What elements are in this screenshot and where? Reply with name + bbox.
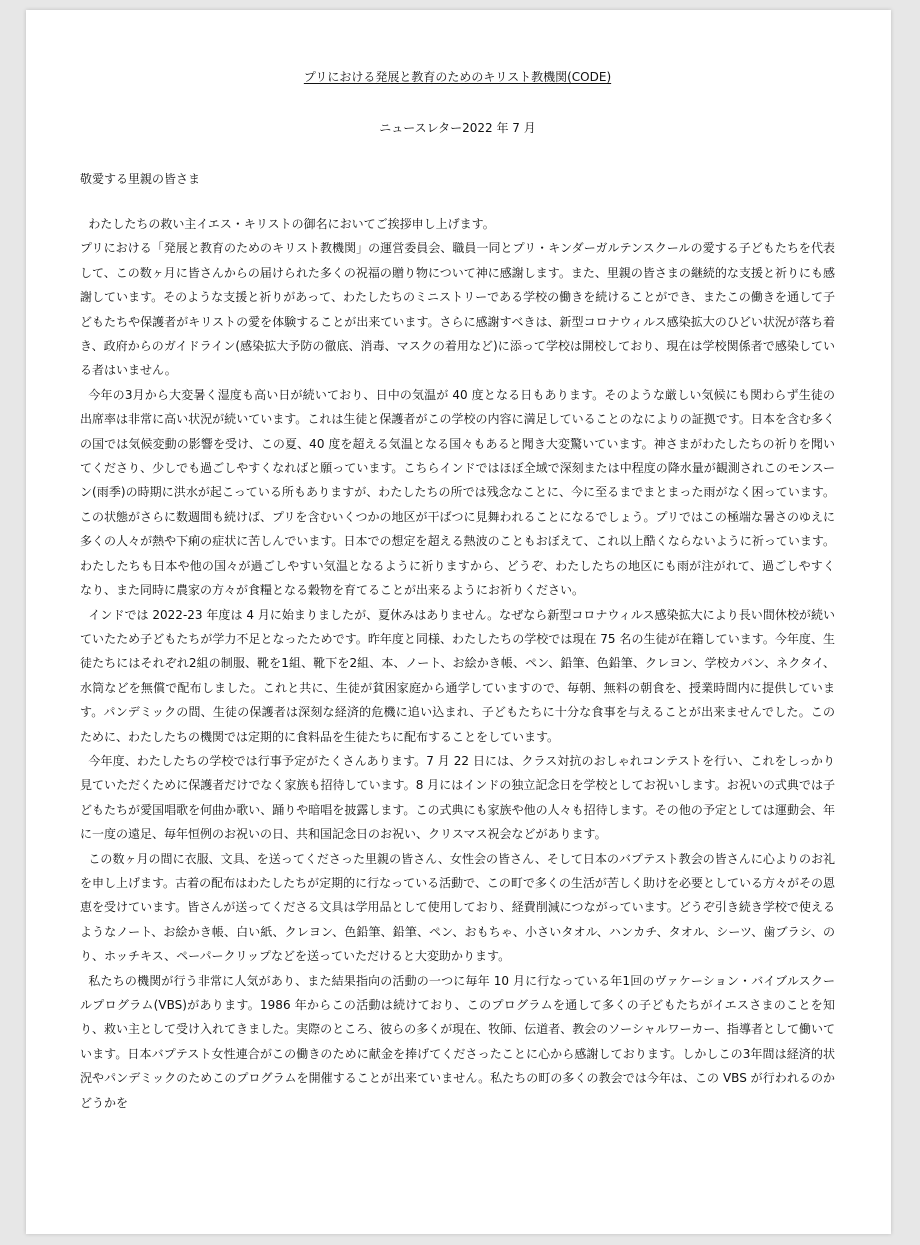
paragraph-events: 今年度、わたしたちの学校では行事予定がたくさんあります。7 月 22 日には、クラス対抗のおしゃれコンテストを行い、これをしっかり見ていただくために保護者だけでなく家族も招待しています。8 月にはインドの独立記念日を学校としてお祝いします。お祝いの式典では子どもたちが愛国唱歌を何曲か歌い、踊りや暗唱を披露します。この式典にも家族や他の人々も招待します。その他の予定としては運動会、年に一度の遠足、毎年恒例のお祝いの日、共和国記念日のお祝い、クリスマス祝会などがあります。 xyxy=(80,753,835,842)
newsletter-date: ニュースレター2022 年 7 月 xyxy=(379,121,536,135)
paragraph-greeting: わたしたちの救い主イエス・キリストの御名においてご挨拶申し上げます。 xyxy=(88,217,495,231)
paragraph-donations: この数ヶ月の間に衣服、文具、を送ってくださった里親の皆さん、女性会の皆さん、そして日本のバプテスト教会の皆さんに心よりのお礼を申し上げます。古着の配布はわたしたちが定期的に行なっている活動で、この町で多くの生活が苦しく助けを必要としている方々がその恩恵を受けています。皆さんが送ってくださる文具は学用品として使用しており、経費削減につながっています。どうぞ引き続き学校で使えるようなノート、お絵かき帳、白い紙、クレヨン、色鉛筆、鉛筆、ペン、おもちゃ、小さいタオル、ハンカチ、タオル、シーツ、歯ブラシ、のり、ホッチキス、ペーパークリップなどを送っていただけると大変助かります。 xyxy=(80,851,835,964)
paragraph-thanks: プリにおける「発展と教育のためのキリスト教機関」の運営委員会、職員一同とプリ・キンダーガルテンスクールの愛する子どもたちを代表して、この数ヶ月に皆さんからの届けられた多くの祝福の贈り物について神に感謝します。また、里親の皆さまの継続的な支援と祈りにも感謝しています。そのような支援と祈りがあって、わたしたちのミニストリーである学校の働きを続けることができ、またこの働きを通して子どもたちや保護者がキリストの愛を体験することが出来ています。さらに感謝すべきは、新型コロナウィルス感染拡大のひどい状況が落ち着き、政府からのガイドライン(感染拡大予防の徹底、消毒、マスクの着用など)に添って学校は開校しており、現在は学校関係者で感染している者はいません。 xyxy=(80,241,835,378)
salutation: 敬愛する里親の皆さま xyxy=(80,172,201,186)
paragraph-weather: 今年の3月から大変暑く湿度も高い日が続いており、日中の気温が 40 度となる日もあります。そのような厳しい気候にも関わらず生徒の出席率は非常に高い状況が続いています。これは生徒と保護者がこの学校の内容に満足していることのなによりの証拠です。日本を含む多くの国では気候変動の影響を受け、この夏、40 度を超える気温となる国々もあると聞き大変驚いています。神さまがわたしたちの祈りを聞いてくださり、少しでも過ごしやすくなればと願っています。こちらインドではほぼ全域で深刻または中程度の降水量が観測されこのモンスーン(雨季)の時期に洪水が起こっている所もありますが、わたしたちの所では残念なことに、今に至るまでまとまった雨がなく困っています。この状態がさらに数週間も続けば、プリを含むいくつかの地区が干ばつに見舞われることになるでしょう。プリではこの極端な暑さのゆえに多くの人々が熱や下痢の症状に苦しんでいます。日本での想定を超える熱波のこともおぼえて、これ以上酷くならないように祈っています。わたしたちも日本や他の国々が過ごしやすい気温となるように祈りますから、どうぞ、わたしたちの地区にも雨が注がれて、過ごしやすくなり、また同時に農家の方々が食糧となる穀物を育てることが出来るようにお祈りください。 xyxy=(80,387,835,598)
document-page xyxy=(26,10,891,1234)
paragraph-vbs: 私たちの機関が行う非常に人気があり、また結果指向の活動の一つに毎年 10 月に行なっている年1回のヴァケーション・バイブルスクールプログラム(VBS)があります。1986 年からこの活動は続けており、このプログラムを通して多くの子どもたちがイエスさまのことを知り、救い主として受け入れてきました。実際のところ、彼らの多くが現在、牧師、伝道者、教会のソーシャルワーカー、指導者として働いています。日本バプテスト女性連合がこの働きのために献金を捧げてくださったことに心から感謝しております。しかしこの3年間は経済的状況やパンデミックのためこのプログラムを開催することが出来ていません。私たちの町の多くの教会では今年は、この VBS が行われるのかどうかを xyxy=(80,973,835,1110)
document-title: プリにおける発展と教育のためのキリスト教機関(CODE) xyxy=(303,70,612,84)
paragraph-school-year: インドでは 2022-23 年度は 4 月に始まりましたが、夏休みはありません。なぜなら新型コロナウィルス感染拡大により長い間休校が続いていたため子どもたちが学力不足となったためです。昨年度と同様、わたしたちの学校では現在 75 名の生徒が在籍しています。今年度、生徒たちにはそれぞれ2組の制服、靴を1組、靴下を2組、本、ノート、お絵かき帳、ペン、鉛筆、色鉛筆、クレヨン、学校カバン、ネクタイ、水筒などを無償で配布しました。これと共に、生徒が貧困家庭から通学していますので、毎朝、無料の朝食を、授業時間内に提供しています。パンデミックの間、生徒の保護者は深刻な経済的危機に追い込まれ、子どもたちに十分な食事を与えることが出来ませんでした。このために、わたしたちの機関では定期的に食料品を生徒たちに配布することをしています。 xyxy=(80,607,835,744)
letter-body xyxy=(80,212,835,1115)
